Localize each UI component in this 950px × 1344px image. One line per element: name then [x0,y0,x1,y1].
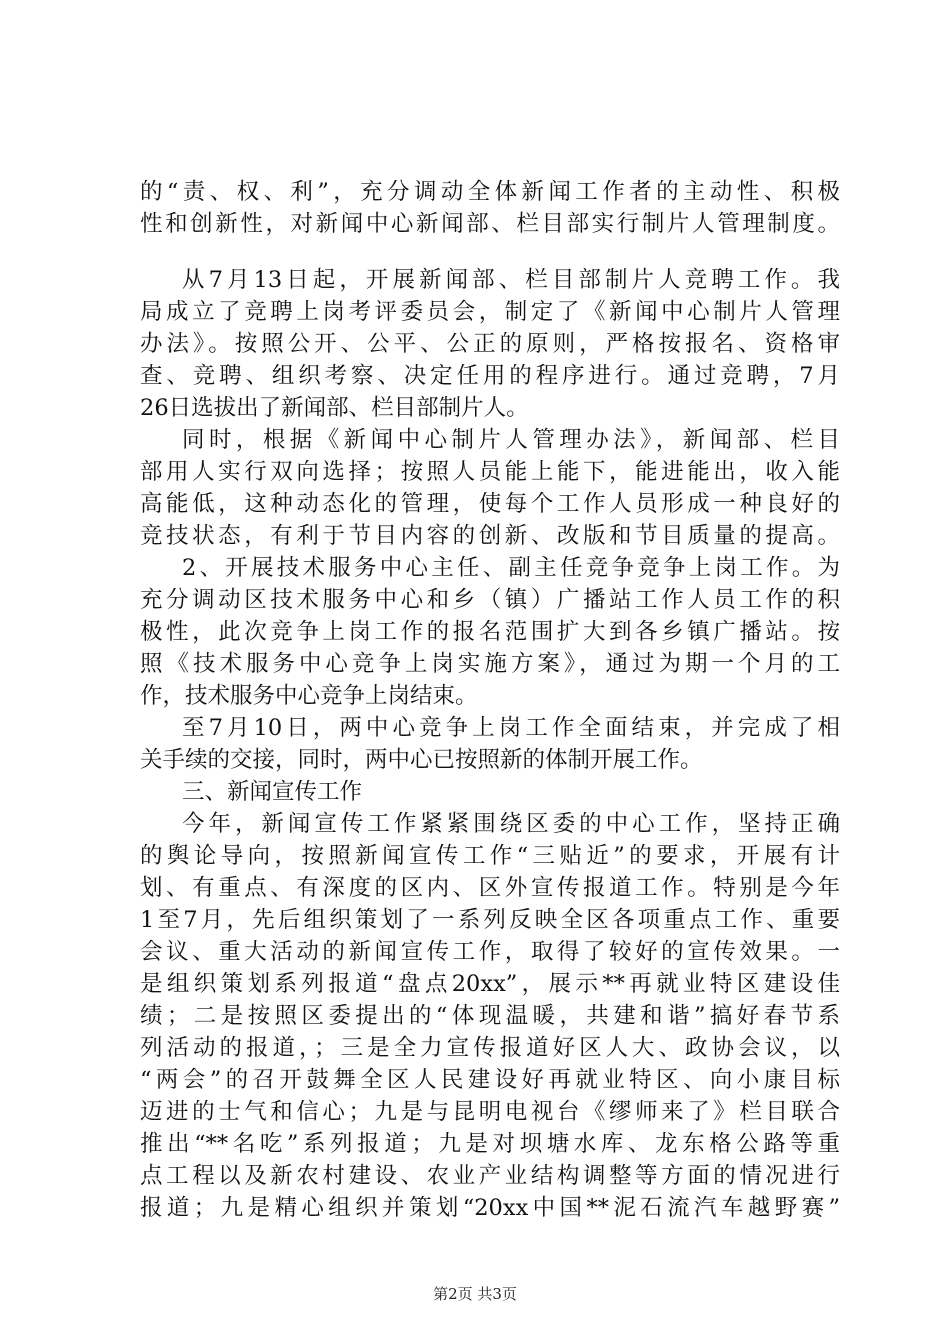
text-line: 点工程以及新农村建设、农业产业结构调整等方面的情况进行 [140,1163,840,1189]
text-line: “两会”的召开鼓舞全区人民建设好再就业特区、向小康目标 [140,1067,840,1093]
text-line: 性和创新性，对新闻中心新闻部、栏目部实行制片人管理制度。 [140,211,840,237]
text-line: 2、开展技术服务中心主任、副主任竞争竞争上岗工作。为 [182,555,840,581]
text-line: 的“责、权、利”，充分调动全体新闻工作者的主动性、积极 [140,179,840,205]
text-line: 充分调动区技术服务中心和乡（镇）广播站工作人员工作的积 [140,587,840,613]
text-line: 作，技术服务中心竞争上岗结束。 [140,683,478,709]
text-line: 绩；二是按照区委提出的“体现温暖，共建和谐”搞好春节系 [140,1003,840,1029]
text-line: 是组织策划系列报道“盘点20xx”，展示**再就业特区建设佳 [140,971,840,997]
text-line: 至7月10日，两中心竞争上岗工作全面结束，并完成了相 [182,715,840,741]
page-number-footer: 第2页 共3页 [433,1285,517,1303]
text-line: 同时，根据《新闻中心制片人管理办法》，新闻部、栏目 [182,427,840,453]
text-line: 26日选拔出了新闻部、栏目部制片人。 [140,395,529,421]
text-line: 查、竞聘、组织考察、决定任用的程序进行。通过竞聘，7月 [140,363,840,389]
text-line: 迈进的士气和信心；九是与昆明电视台《缪师来了》栏目联合 [140,1099,840,1125]
text-line: 极性，此次竞争上岗工作的报名范围扩大到各乡镇广播站。按 [140,619,840,645]
text-line: 高能低，这种动态化的管理，使每个工作人员形成一种良好的 [140,491,840,517]
text-line: 从7月13日起，开展新闻部、栏目部制片人竞聘工作。我 [182,267,840,293]
text-line: 推出“**名吃”系列报道；九是对坝塘水库、龙东格公路等重 [140,1131,840,1157]
text-line: 1至7月，先后组织策划了一系列反映全区各项重点工作、重要 [140,907,840,933]
text-line: 局成立了竞聘上岗考评委员会，制定了《新闻中心制片人管理 [140,299,840,325]
text-line: 办法》。按照公开、公平、公正的原则，严格按报名、资格审 [140,331,840,357]
text-line: 部用人实行双向选择；按照人员能上能下，能进能出，收入能 [140,459,840,485]
text-line: 的舆论导向，按照新闻宣传工作“三贴近”的要求，开展有计 [140,843,840,869]
text-line: 划、有重点、有深度的区内、区外宣传报道工作。特别是今年 [140,875,840,901]
text-line: 关手续的交接，同时，两中心已按照新的体制开展工作。 [140,747,703,773]
text-line: 列活动的报道，；三是全力宣传报道好区人大、政协会议，以 [140,1035,840,1061]
section-heading: 三、新闻宣传工作 [182,779,363,805]
text-line: 报道；九是精心组织并策划“20xx中国**泥石流汽车越野赛” [140,1195,840,1221]
text-line: 照《技术服务中心竞争上岗实施方案》，通过为期一个月的工 [140,651,840,677]
text-line: 今年，新闻宣传工作紧紧围绕区委的中心工作，坚持正确 [182,811,840,837]
text-line: 会议、重大活动的新闻宣传工作，取得了较好的宣传效果。一 [140,939,840,965]
text-line: 竞技状态，有利于节目内容的创新、改版和节目质量的提高。 [140,523,840,549]
